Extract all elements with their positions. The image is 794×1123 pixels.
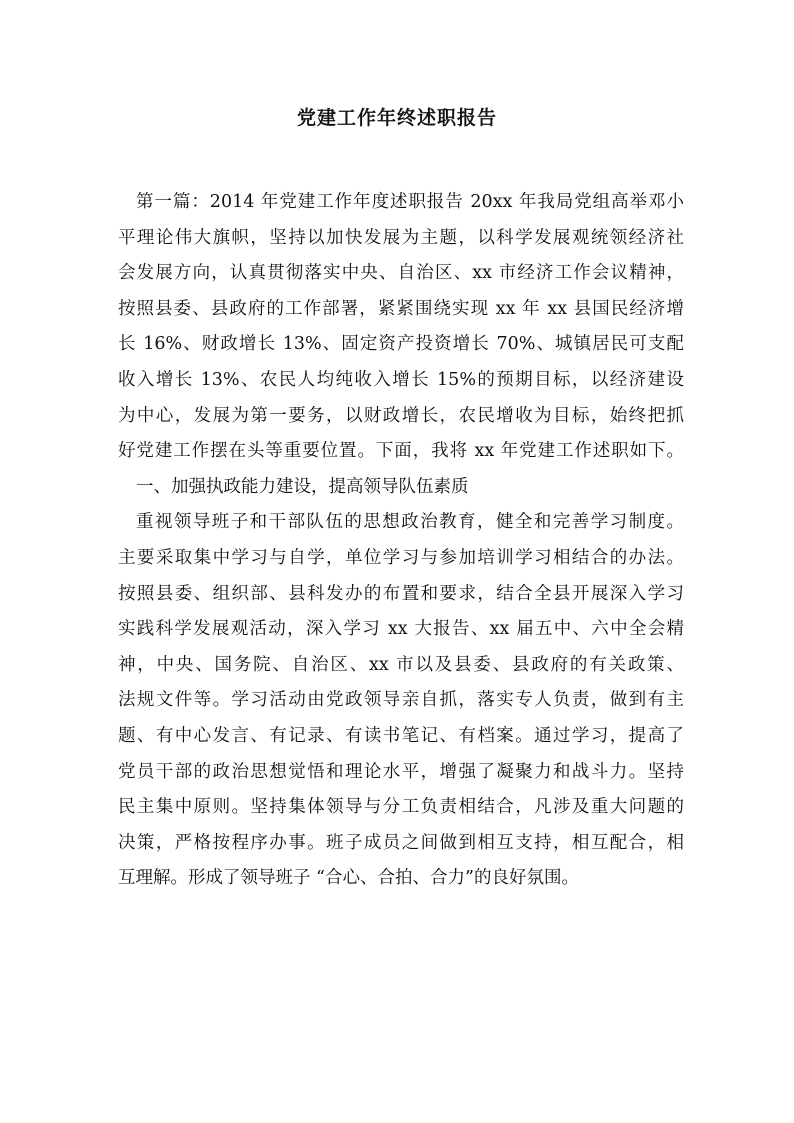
paragraph-1-line-2: 平理论伟大旗帜，坚持以加快发展为主题，以科学发展观统领经济社 [118,227,684,248]
paragraph-1-line-7: 为中心，发展为第一要务，以财政增长，农民增收为目标，始终把抓 [118,405,684,426]
paragraph-1-line-4: 按照县委、县政府的工作部署，紧紧围绕实现 xx 年 xx 县国民经济增 [118,298,684,319]
document-body [118,185,684,897]
paragraph-2-line-1: 重视领导班子和干部队伍的思想政治教育，健全和完善学习制度。 [136,512,684,533]
paragraph-1-line-5: 长 16%、财政增长 13%、固定资产投资增长 70%、城镇居民可支配 [118,334,684,355]
paragraph-1-line-3: 会发展方向，认真贯彻落实中央、自治区、xx 市经济工作会议精神， [118,263,684,284]
paragraph-2-line-3: 按照县委、组织部、县科发办的布置和要求，结合全县开展深入学习 [118,583,684,604]
document-title: 党建工作年终述职报告 [296,107,497,129]
paragraph-2-line-8: 党员干部的政治思想觉悟和理论水平，增强了凝聚力和战斗力。坚持 [118,761,684,782]
paragraph-2-line-7: 题、有中心发言、有记录、有读书笔记、有档案。通过学习，提高了 [118,725,684,746]
paragraph-1-line-1: 第一篇：2014 年党建工作年度述职报告 20xx 年我局党组高举邓小 [136,192,684,212]
paragraph-2-line-6: 法规文件等。学习活动由党政领导亲自抓，落实专人负责，做到有主 [118,690,684,711]
paragraph-1-line-6: 收入增长 13%、农民人均纯收入增长 15%的预期目标，以经济建设 [118,369,684,390]
section-heading-1: 一、加强执政能力建设，提高领导队伍素质 [136,476,469,497]
paragraph-2-line-9: 民主集中原则。坚持集体领导与分工负责相结合，凡涉及重大问题的 [118,797,684,818]
paragraph-2-line-10: 决策，严格按程序办事。班子成员之间做到相互支持，相互配合，相 [118,832,684,853]
paragraph-2-line-2: 主要采取集中学习与自学，单位学习与参加培训学习相结合的办法。 [118,547,684,568]
paragraph-2-line-11: 互理解。形成了领导班子 “合心、合拍、合力”的良好氛围。 [118,868,579,889]
paragraph-1-line-8: 好党建工作摆在头等重要位置。下面，我将 xx 年党建工作述职如下。 [118,441,684,462]
paragraph-2-line-4: 实践科学发展观活动，深入学习 xx 大报告、xx 届五中、六中全会精 [118,619,684,640]
paragraph-2-line-5: 神，中央、国务院、自治区、xx 市以及县委、县政府的有关政策、 [118,654,684,675]
